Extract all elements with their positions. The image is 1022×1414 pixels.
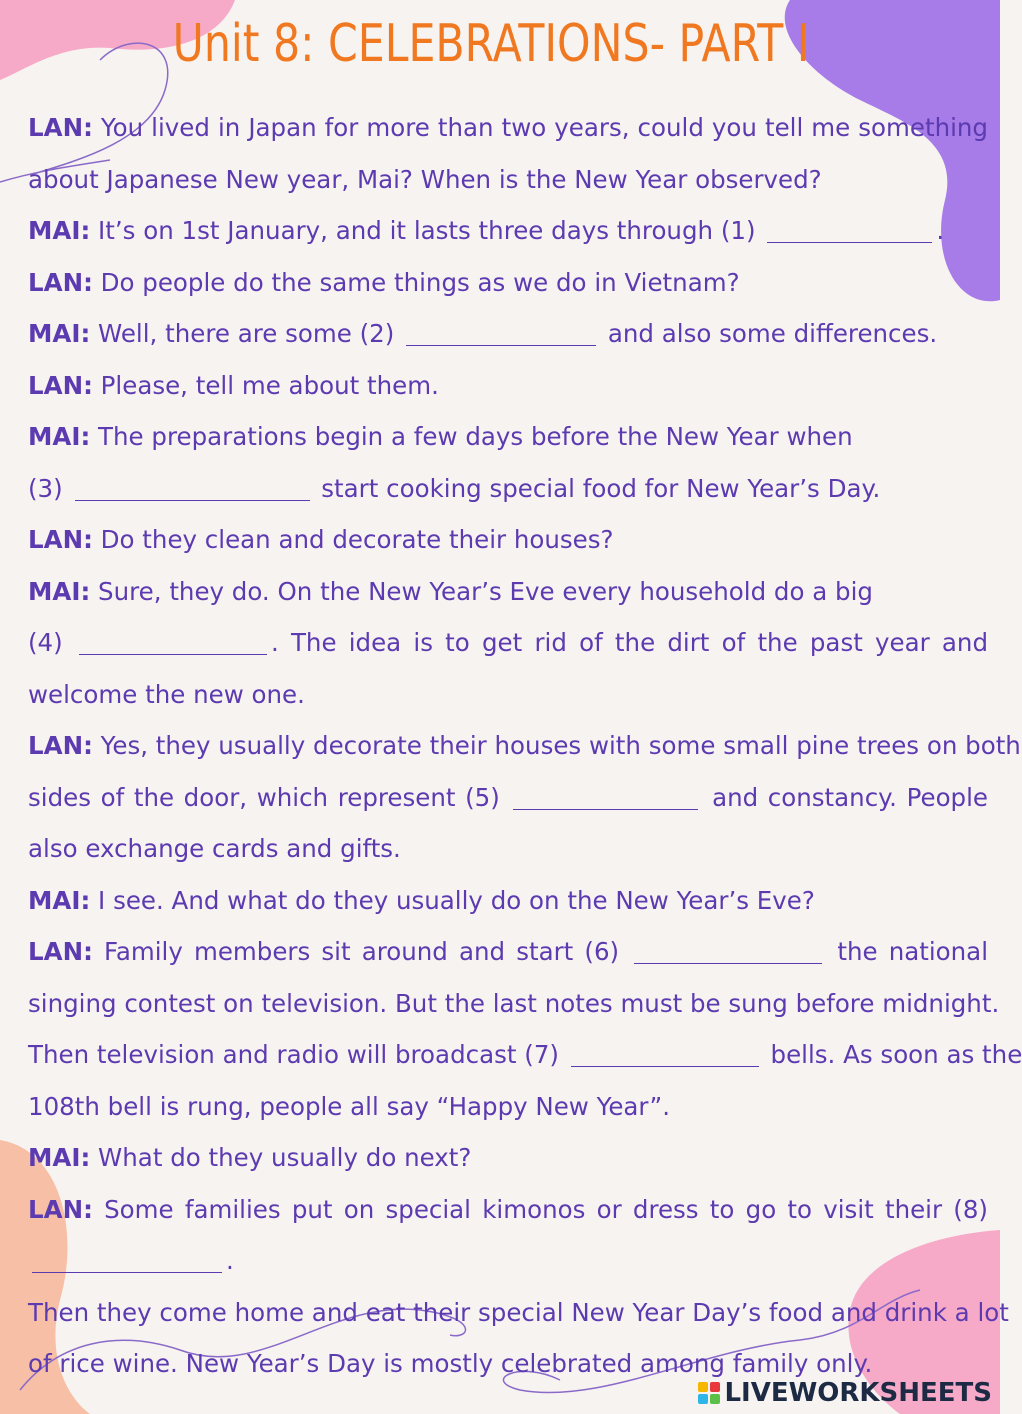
line-text: I see. And what do they usually do on the New Year’s Eve? bbox=[90, 885, 815, 915]
dialogue-line bbox=[28, 360, 988, 412]
line-text: also exchange cards and gifts. bbox=[28, 834, 401, 863]
line-text: . The idea is to get rid of the dirt of the past year and bbox=[270, 628, 989, 657]
speaker-label: MAI: bbox=[28, 885, 91, 915]
liveworksheets-logo bbox=[698, 1378, 992, 1408]
line-text: singing contest on television. But the last notes must be sung before midnight. bbox=[28, 988, 1000, 1018]
dialogue-line bbox=[28, 823, 988, 875]
speaker-label: LAN: bbox=[28, 267, 93, 297]
dialogue-line bbox=[28, 102, 988, 154]
line-text: The preparations begin a few days before the New Year when bbox=[90, 422, 853, 451]
answer-blank[interactable] bbox=[571, 1036, 759, 1067]
line-text: You lived in Japan for more than two years, could you tell me something bbox=[92, 113, 988, 142]
speaker-label: MAI: bbox=[28, 576, 91, 606]
line-text: about Japanese New year, Mai? When is the New Year observed? bbox=[28, 164, 822, 194]
line-text: and constancy. People bbox=[702, 782, 988, 812]
speaker-label: LAN: bbox=[28, 731, 93, 760]
line-text: bells. As soon as the bbox=[762, 1040, 1022, 1069]
line-text: sides of the door, which represent (5) bbox=[28, 782, 510, 812]
speaker-label: LAN: bbox=[28, 1194, 93, 1224]
dialogue-line bbox=[28, 1132, 988, 1184]
dialogue-line bbox=[28, 154, 988, 206]
dialogue-line bbox=[28, 720, 1021, 772]
line-text: start cooking special food for New Year’s Day. bbox=[313, 473, 881, 503]
speaker-label: MAI: bbox=[28, 216, 91, 245]
dialogue-line bbox=[28, 617, 988, 669]
line-text: (3) bbox=[28, 473, 71, 503]
line-text: (4) bbox=[28, 628, 75, 657]
dialogue-line bbox=[28, 1184, 988, 1236]
line-text: the national bbox=[826, 937, 988, 966]
answer-blank[interactable] bbox=[513, 779, 698, 810]
line-text: of rice wine. New Year’s Day is mostly celebrated among family only. bbox=[28, 1349, 873, 1378]
dialogue-line bbox=[28, 411, 988, 463]
answer-blank[interactable] bbox=[32, 1242, 222, 1273]
dialogue-line bbox=[28, 772, 988, 824]
speaker-label: MAI: bbox=[28, 422, 91, 451]
speaker-label: LAN: bbox=[28, 113, 93, 142]
dialogue-line bbox=[28, 257, 988, 309]
line-text: Family members sit around and start (6) bbox=[92, 937, 631, 966]
line-text: Some families put on special kimonos or dress to go to visit their (8) bbox=[92, 1194, 988, 1224]
line-text: . bbox=[226, 1246, 234, 1275]
dialogue-line bbox=[28, 669, 988, 721]
line-text: 108th bell is rung, people all say “Happy New Year”. bbox=[28, 1091, 671, 1121]
speaker-label: LAN: bbox=[28, 525, 93, 554]
line-text: Sure, they do. On the New Year’s Eve every household do a big bbox=[90, 576, 873, 606]
speaker-label: MAI: bbox=[28, 1143, 91, 1172]
line-text: Well, there are some (2) bbox=[90, 319, 403, 348]
speaker-label: LAN: bbox=[28, 370, 93, 400]
dialogue-line bbox=[28, 1029, 1022, 1081]
dialogue-line bbox=[28, 1081, 988, 1133]
dialogue-line bbox=[28, 1235, 988, 1287]
dialogue-line bbox=[28, 1287, 1009, 1339]
speaker-label: MAI: bbox=[28, 319, 91, 348]
line-text: Yes, they usually decorate their houses with some small pine trees on both bbox=[92, 731, 1021, 760]
answer-blank[interactable] bbox=[634, 933, 822, 964]
dialogue-body bbox=[28, 102, 1022, 1390]
dialogue-line bbox=[28, 205, 988, 257]
logo-text: LIVEWORKSHEETS bbox=[724, 1378, 992, 1408]
line-text: Please, tell me about them. bbox=[92, 370, 439, 400]
liveworksheets-logo-icon bbox=[698, 1382, 720, 1404]
line-text: . bbox=[936, 216, 945, 245]
answer-blank[interactable] bbox=[767, 212, 932, 243]
answer-blank[interactable] bbox=[75, 470, 310, 501]
dialogue-line bbox=[28, 514, 988, 566]
dialogue-line bbox=[28, 566, 988, 618]
dialogue-line bbox=[28, 308, 988, 360]
line-text: welcome the new one. bbox=[28, 679, 305, 709]
answer-blank[interactable] bbox=[406, 315, 596, 346]
line-text: What do they usually do next? bbox=[90, 1143, 472, 1172]
dialogue-line bbox=[28, 978, 1000, 1030]
answer-blank[interactable] bbox=[79, 624, 267, 655]
dialogue-line bbox=[28, 926, 988, 978]
line-text: and also some differences. bbox=[600, 319, 938, 348]
line-text: It’s on 1st January, and it lasts three days through (1) bbox=[90, 216, 764, 245]
line-text: Do they clean and decorate their houses? bbox=[92, 525, 614, 554]
line-text: Then television and radio will broadcast (7) bbox=[28, 1040, 567, 1069]
dialogue-line bbox=[28, 463, 988, 515]
dialogue-line bbox=[28, 875, 988, 927]
line-text: Do people do the same things as we do in Vietnam? bbox=[92, 267, 740, 297]
speaker-label: LAN: bbox=[28, 937, 93, 966]
page-title: Unit 8: CELEBRATIONS- PART I bbox=[172, 14, 810, 74]
line-text: Then they come home and eat their special New Year Day’s food and drink a lot bbox=[28, 1297, 1009, 1327]
